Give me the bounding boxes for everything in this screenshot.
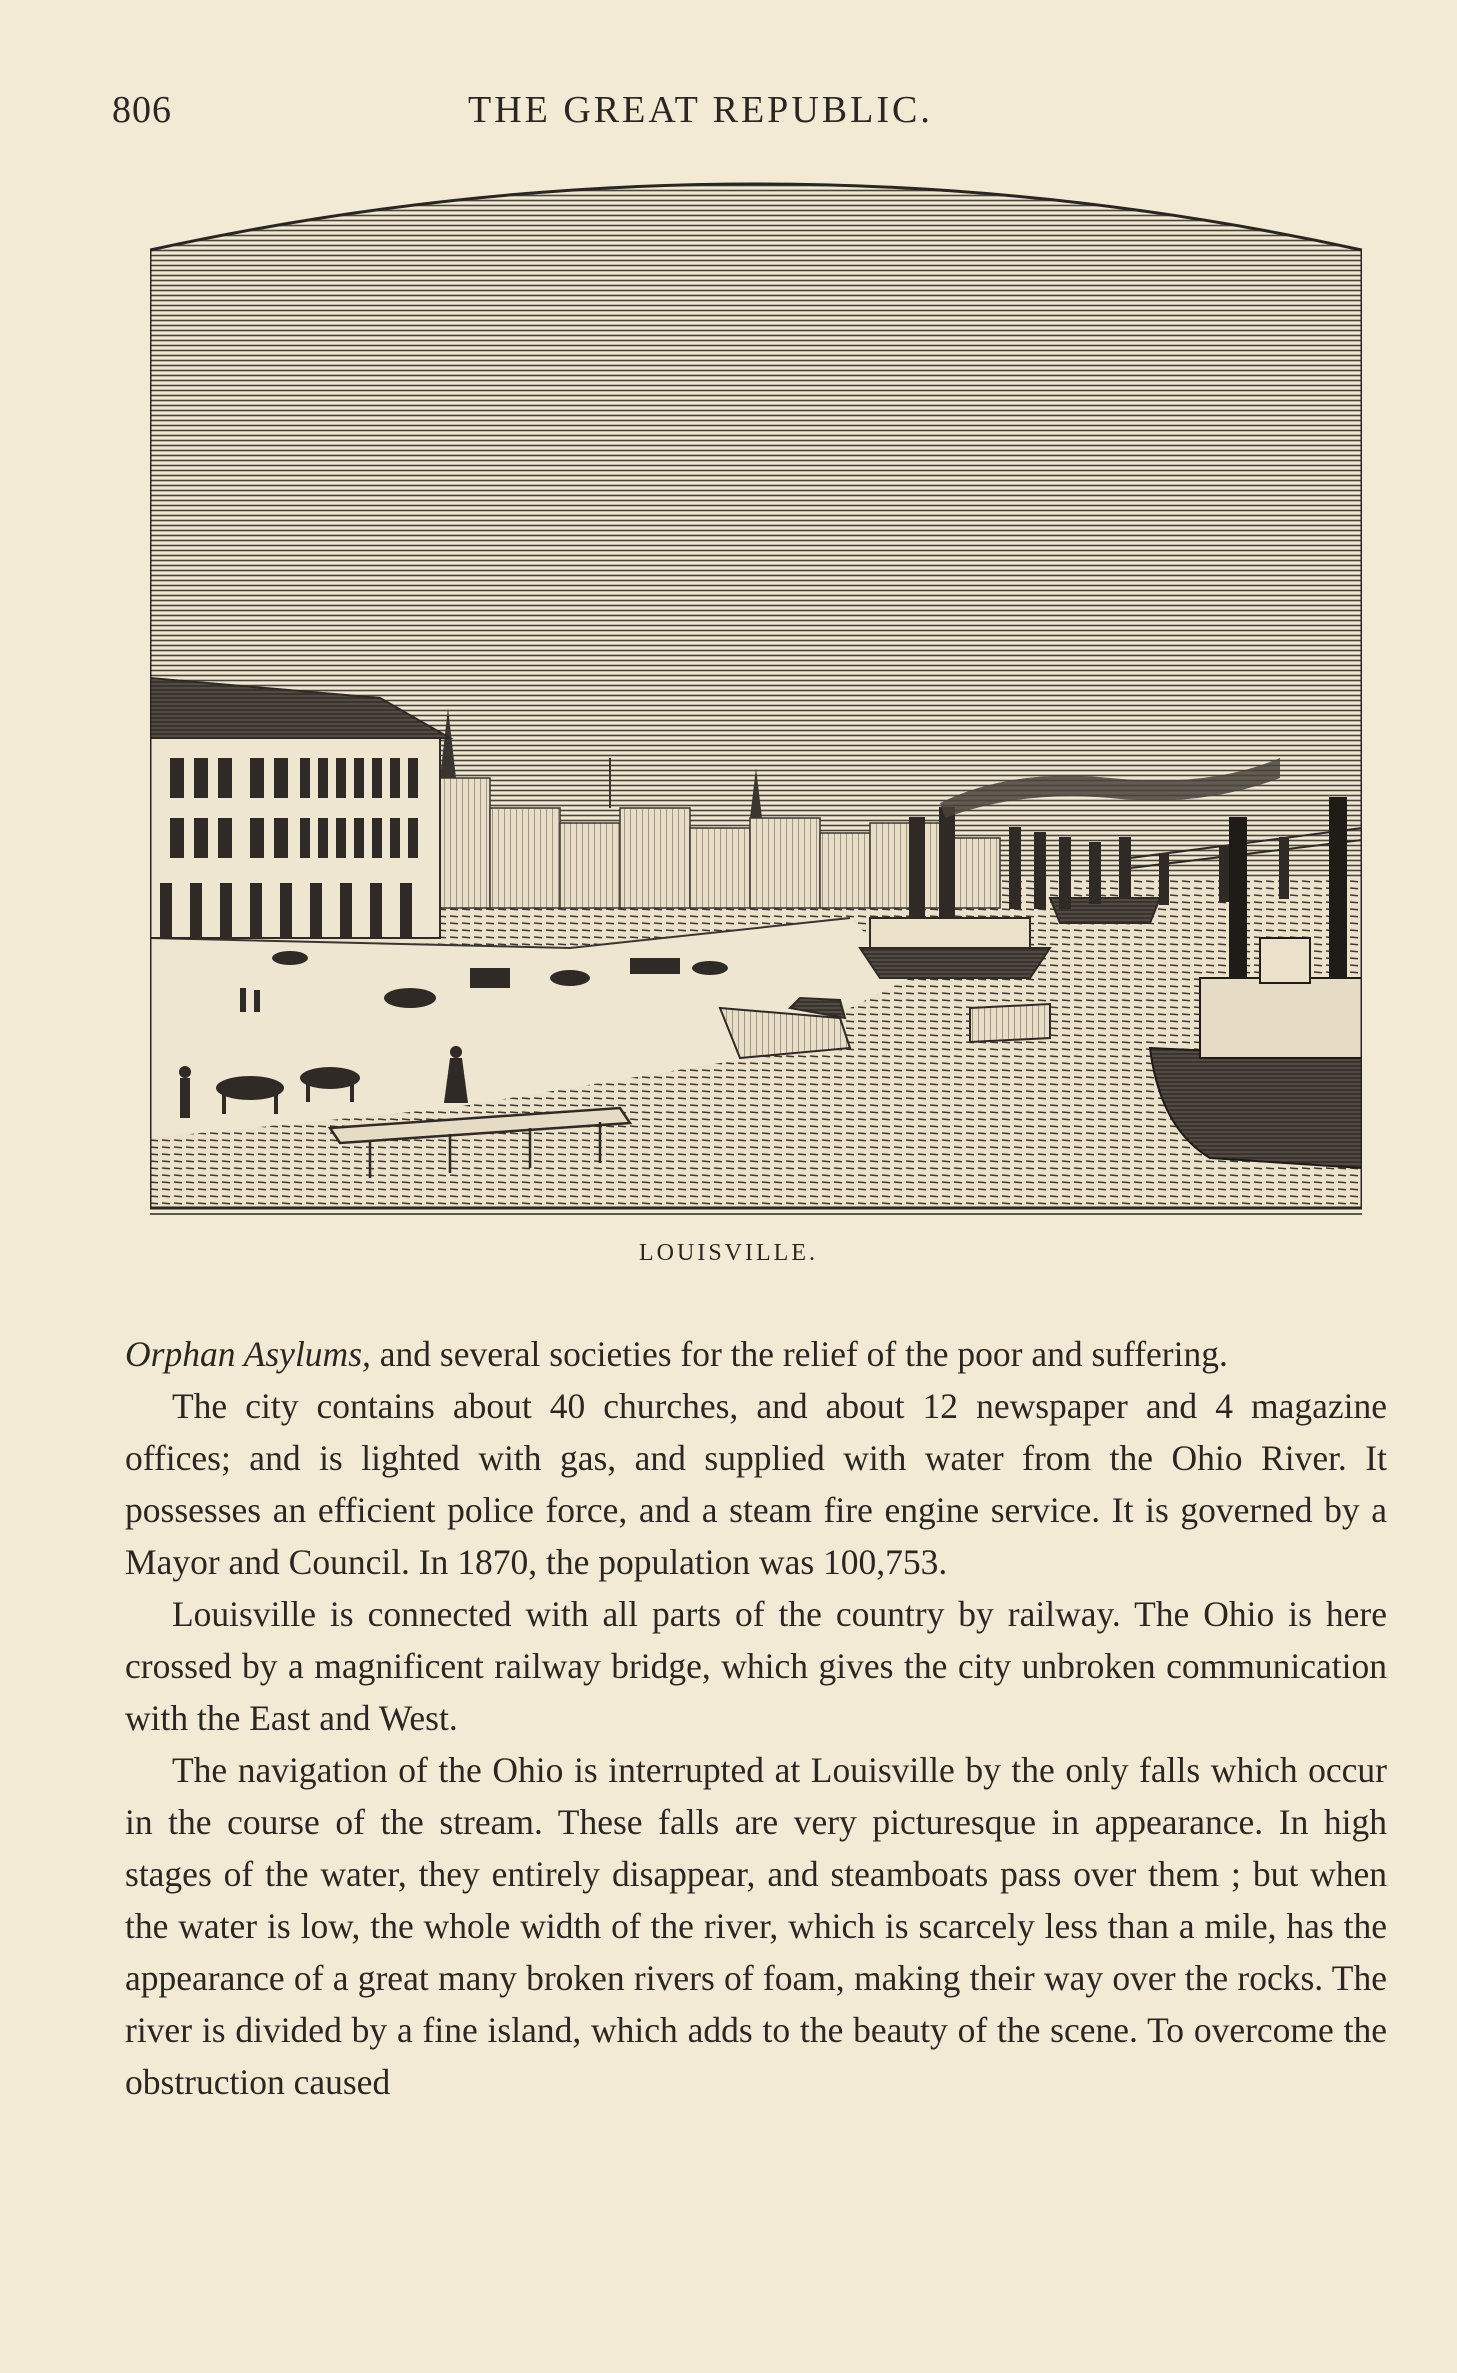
page-header bbox=[0, 88, 1457, 138]
figure-caption: LOUISVILLE. bbox=[639, 1240, 818, 1266]
page-number: 806 bbox=[112, 89, 172, 131]
paragraph-3: Louisville is connected with all parts of the country by railway. The Ohio is here crossed by a magnificent railway bridge, which gives the city unbroken communication with the East and West. bbox=[125, 1594, 1387, 1738]
paragraph-1 bbox=[125, 1328, 1387, 1380]
paragraph-1-text: and several societies for the relief of the poor and suffering. bbox=[370, 1334, 1228, 1374]
italic-phrase: Orphan Asylums, bbox=[125, 1334, 371, 1374]
body-text bbox=[125, 1328, 1387, 2108]
paragraph-2: The city contains about 40 churches, and about 12 newspaper and 4 magazine offices; and is lighted with gas, and supplied with water from the Ohio River. It possesses an efficient police force, and a steam fire engine service. It is governed by a Mayor and Council. In 1870, the population was 100,753. bbox=[125, 1386, 1387, 1582]
louisville-engraving bbox=[150, 178, 1362, 1223]
paragraph-4: The navigation of the Ohio is interrupted at Louisville by the only falls which occur in the course of the stream. These falls are very picturesque in appearance. In high stages of the water, they entirely disappear, and steamboats pass over them ; but when the water is low, the whole width of the river, which is scarcely less than a mile, has the appearance of a great many broken rivers of foam, making their way over the rocks. The river is divided by a fine island, which adds to the beauty of the scene. To overcome the obstruction caused bbox=[125, 1750, 1387, 2102]
running-title: THE GREAT REPUBLIC. bbox=[468, 89, 933, 131]
